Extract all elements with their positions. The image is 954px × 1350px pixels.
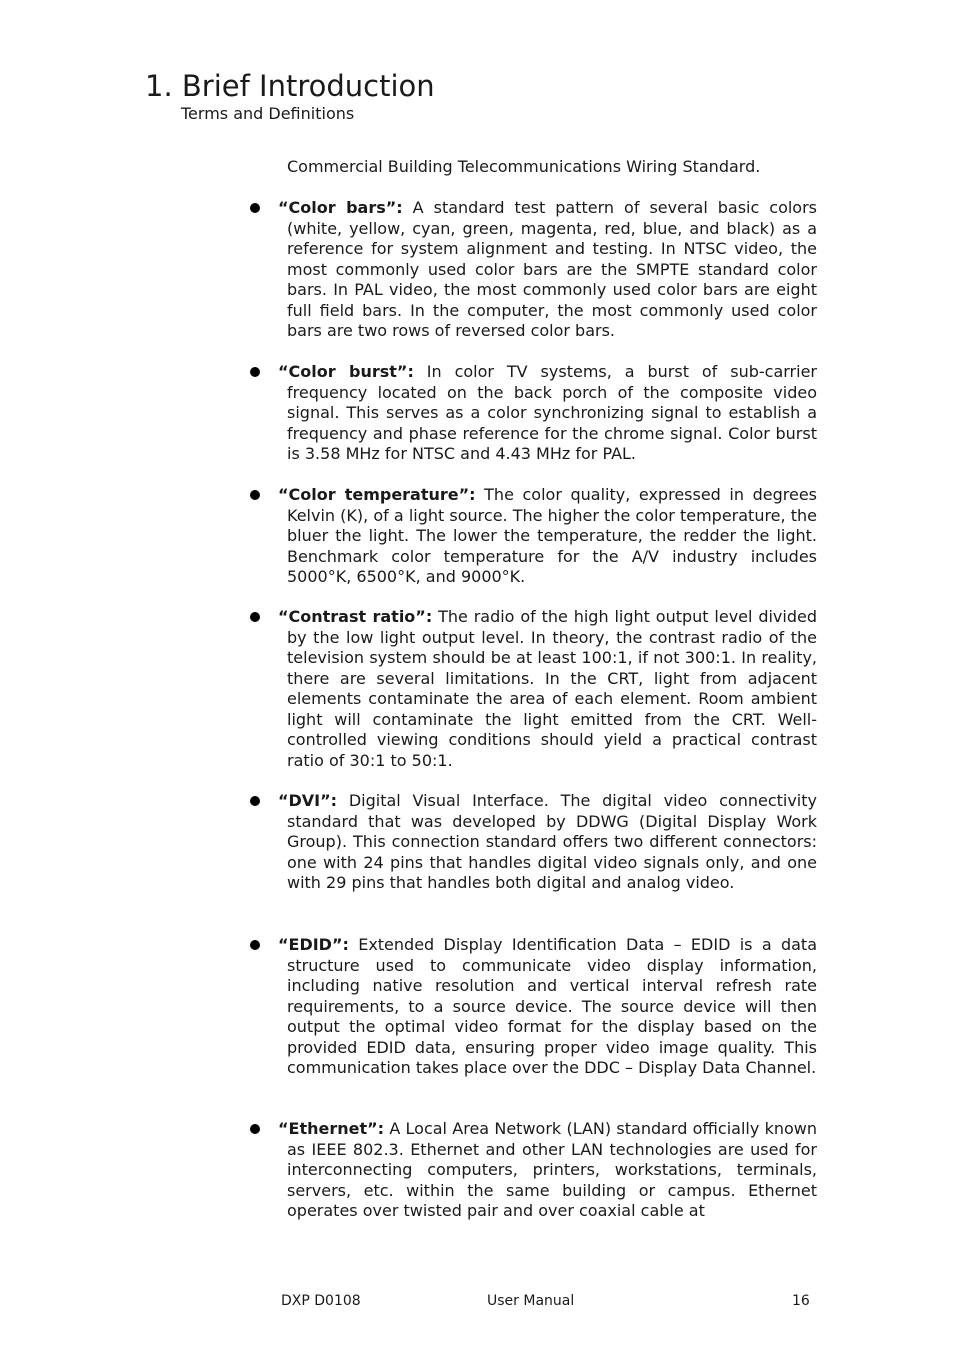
term-definition: A Local Area Network (LAN) standard officially known as IEEE 802.3. Ethernet and other LAN technologies are used for interconnecting computers, printers, workstations, terminals, servers, etc. within the same building or campus. Ethernet operates over twisted pair and over coaxial cable at bbox=[287, 1119, 817, 1220]
term-name: “Color bars”: bbox=[278, 198, 403, 217]
bullet-icon bbox=[250, 490, 260, 500]
term-contrast-ratio bbox=[278, 607, 817, 771]
bullet-icon bbox=[250, 203, 260, 213]
section-title: 1. Brief Introduction bbox=[145, 69, 435, 103]
term-name: “Color temperature”: bbox=[278, 485, 476, 504]
term-dvi bbox=[278, 791, 817, 894]
term-color-burst bbox=[278, 362, 817, 465]
term-name: “Contrast ratio”: bbox=[278, 607, 433, 626]
footer-page-number: 16 bbox=[792, 1293, 810, 1309]
bullet-icon bbox=[250, 796, 260, 806]
bullet-icon bbox=[250, 612, 260, 622]
term-name: “DVI”: bbox=[278, 791, 338, 810]
term-ethernet bbox=[278, 1119, 817, 1222]
term-definition: In color TV systems, a burst of sub-carrier frequency located on the back porch of the composite video signal. This serves as a color synchronizing signal to establish a frequency and phase reference for the chrome signal. Color burst is 3.58 MHz for NTSC and 4.43 MHz for PAL. bbox=[287, 362, 817, 463]
term-name: “EDID”: bbox=[278, 935, 349, 954]
continued-text: Commercial Building Telecommunications Wiring Standard. bbox=[287, 157, 761, 176]
bullet-icon bbox=[250, 940, 260, 950]
term-edid bbox=[278, 935, 817, 1079]
term-definition: The radio of the high light output level divided by the low light output level. In theory, the contrast radio of the television system should be at least 100:1, if not 300:1. In reality, there are several limitations. In the CRT, light from adjacent elements contaminate the area of each element. Room ambient light will contaminate the light emitted from the CRT. Well-controlled viewing conditions should yield a practical contrast ratio of 30:1 to 50:1. bbox=[287, 607, 817, 770]
bullet-icon bbox=[250, 1124, 260, 1134]
term-name: “Color burst”: bbox=[278, 362, 414, 381]
term-definition: Extended Display Identification Data – EDID is a data structure used to communicate video display information, including native resolution and vertical interval refresh rate requirements, to a source device. The source device will then output the optimal video format for the display based on the provided EDID data, ensuring proper video image quality. This communication takes place over the DDC – Display Data Channel. bbox=[287, 935, 817, 1077]
term-definition: Digital Visual Interface. The digital video connectivity standard that was developed by DDWG (Digital Display Work Group). This connection standard offers two different connectors: one with 24 pins that handles digital video signals only, and one with 29 pins that handles both digital and analog video. bbox=[287, 791, 817, 892]
footer-document-title: User Manual bbox=[487, 1293, 575, 1309]
footer-model: DXP D0108 bbox=[281, 1293, 361, 1309]
bullet-icon bbox=[250, 367, 260, 377]
term-color-temperature bbox=[278, 485, 818, 588]
term-definition: The color quality, expressed in degrees Kelvin (K), of a light source. The higher the color temperature, the bluer the light. The lower the temperature, the redder the light. Benchmark color temperature for the A/V industry includes 5000°K, 6500°K, and 9000°K. bbox=[287, 485, 818, 586]
term-color-bars bbox=[278, 198, 818, 342]
term-name: “Ethernet”: bbox=[278, 1119, 385, 1138]
term-definition: A standard test pattern of several basic colors (white, yellow, cyan, green, magenta, red, blue, and black) as a reference for system alignment and testing. In NTSC video, the most commonly used color bars are the SMPTE standard color bars. In PAL video, the most commonly used color bars are eight full field bars. In the computer, the most commonly used color bars are two rows of reversed color bars. bbox=[287, 198, 818, 340]
section-subtitle: Terms and Definitions bbox=[181, 104, 355, 123]
